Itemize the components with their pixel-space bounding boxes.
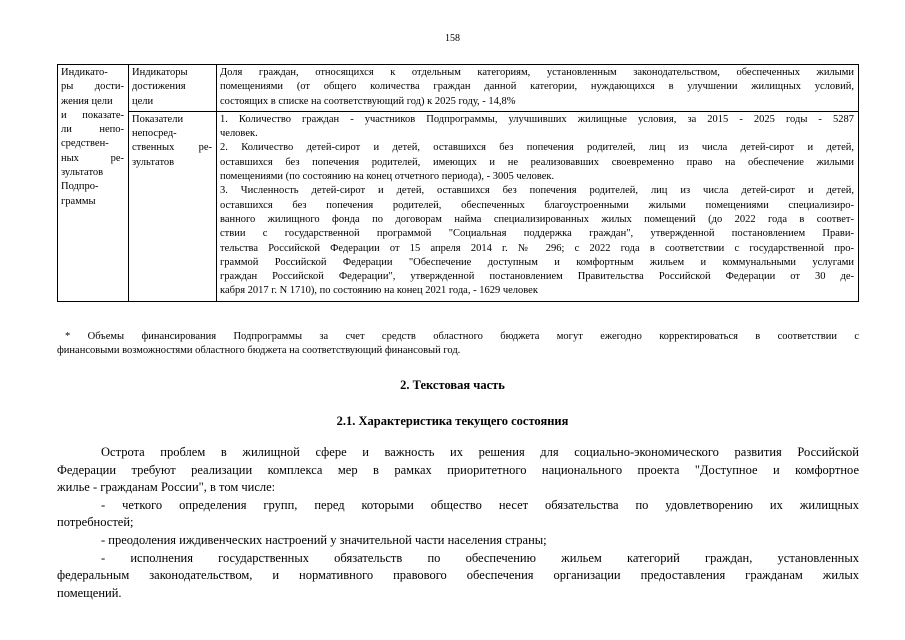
table-cell-goal-indicators-label [129, 65, 217, 112]
cell-line: состоящих в списке на соответствующий год) к 2025 году, - 14,8% [220, 95, 516, 107]
cell-line: оставшихся без попечения родителей, имеющих и не реализовавших своевременно право на обеспечение жилыми [220, 156, 854, 168]
cell-line: кабря 2017 г. N 1710), по состоянию на конец 2021 года, - 1629 человек [220, 285, 538, 297]
footnote-line: финансовыми возможностями областного бюджета на соответствующий финансовый год. [57, 345, 461, 356]
table-row [58, 65, 859, 112]
section-heading: 2. Текстовая часть [400, 378, 505, 392]
cell-line: и показате- [61, 109, 124, 121]
cell-line: граммой Российской Федерации "Обеспечение доступным и комфортным жильем и коммунальными услугами [220, 256, 854, 268]
cell-line: Индикато- [61, 67, 108, 78]
table-cell-goal-indicators-value [217, 65, 859, 112]
footnote-line: * Объемы финансирования Подпрограммы за счет средств областного бюджета могут ежегодно корректироваться в соответствии с [65, 331, 859, 342]
cell-line: тельства Российской Федерации от 15 апреля 2014 г. № 296; с 2022 года в соответствии с государственной про- [220, 242, 854, 254]
body-paragraphs [57, 444, 859, 602]
cell-line: Подпро- [61, 181, 99, 193]
cell-line: достижения [132, 81, 186, 93]
cell-line: ванного жилищного фонда по договорам найма специализированных жилых помещений (до 2022 года в соответ- [220, 213, 854, 225]
cell-line: средствен- [61, 138, 109, 150]
cell-line: оставшихся без попечения родителей, обеспеченных благоустроенными жилыми помещениями специализиро- [220, 199, 854, 211]
body-line: федеральным законодательством, и нормативного правового обеспечения организации предоставления гражданам жилых [57, 568, 859, 583]
body-line: жилье - гражданам России", в том числе: [57, 480, 276, 495]
body-line: - четкого определения групп, перед которыми общество несет обязательства по удовлетворению их жилищных [101, 497, 859, 512]
cell-line: ли непо- [61, 124, 124, 136]
cell-line: ры дости- [61, 81, 124, 93]
cell-line: человек. [220, 128, 258, 140]
cell-line: ных ре- [61, 152, 124, 164]
cell-line: Доля граждан, относящихся к отдельным категориям, установленным законодательством, обеспеченных жилыми [220, 67, 854, 78]
indicators-table [57, 64, 859, 302]
cell-line: зультатов [132, 156, 175, 168]
cell-line: граммы [61, 195, 96, 207]
cell-line: помещениями (от общего количества граждан данной категории, нуждающихся в улучшении жилищных условий, [220, 81, 854, 93]
cell-line: цели [132, 95, 154, 107]
table-cell-direct-results-label [129, 111, 217, 301]
cell-line: 3. Численность детей-сирот и детей, оставшихся без попечения родителей, лиц из числа детей-сирот и детей, [220, 185, 854, 197]
cell-line: жения цели [61, 95, 113, 107]
cell-line: зультатов [61, 167, 104, 179]
cell-line: ствии с государственной программой "Социальная поддержка граждан", утвержденной постановлением Прави- [220, 228, 854, 240]
cell-line: ственных ре- [132, 142, 212, 154]
table-row [58, 111, 859, 301]
cell-line: 2. Количество детей-сирот и детей, оставшихся без попечения родителей, лиц из числа детей-сирот и детей, [220, 142, 854, 154]
table-cell-direct-results-value [217, 111, 859, 301]
body-line: - преодоления иждивенческих настроений у значительной части населения страны; [101, 532, 547, 547]
cell-line: 1. Количество граждан - участников Подпрограммы, улучшивших жилищные условия, за 2015 - 2025 годы - 5287 [220, 113, 854, 125]
cell-line: граждан Российской Федерации", утвержденной постановлением Правительства Российской Федерации от 30 де- [220, 271, 854, 283]
body-line: потребностей; [57, 515, 134, 530]
body-line: Федерации требуют реализации комплекса мер в рамках приоритетного национального проекта "Доступное и комфортное [57, 462, 859, 477]
table-cell-indicator-group [58, 65, 129, 302]
page-number: 158 [445, 33, 460, 44]
cell-line: Показатели [132, 113, 184, 125]
subsection-heading: 2.1. Характеристика текущего состояния [336, 414, 569, 428]
cell-line: помещениями (по состоянию на конец отчетного периода), - 3005 человек. [220, 171, 555, 183]
body-line: - исполнения государственных обязательств по обеспечению жильем категорий граждан, установленных [101, 550, 859, 565]
body-line: помещений. [57, 585, 122, 600]
cell-line: Индикаторы [132, 67, 188, 78]
footnote [57, 330, 859, 358]
cell-line: непосред- [132, 128, 177, 140]
body-line: Острота проблем в жилищной сфере и важность их решения для социально-экономического развития Российской [101, 445, 859, 459]
